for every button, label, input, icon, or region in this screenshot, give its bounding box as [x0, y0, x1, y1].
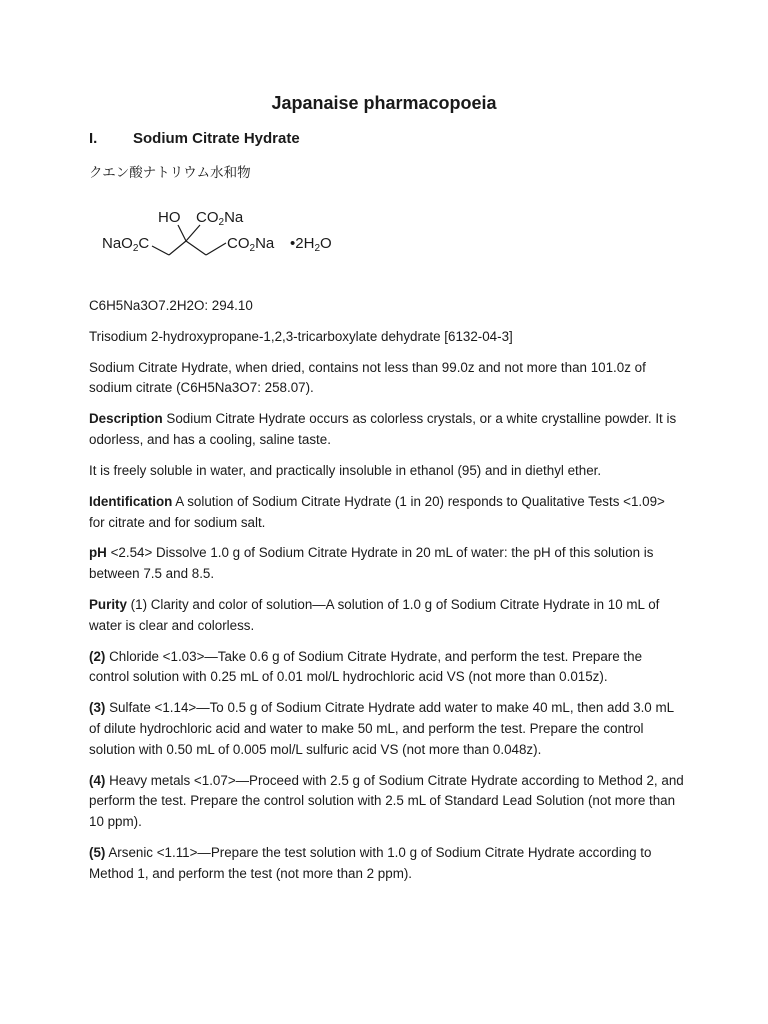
chemical-name: Trisodium 2-hydroxypropane-1,2,3-tricarboxylate dehydrate [6132-04-3] — [89, 328, 513, 344]
monograph-body — [89, 296, 684, 894]
identification-text: A solution of Sodium Citrate Hydrate (1 in 20) responds to Qualitative Tests <1.09> for citrate and for sodium salt. — [89, 493, 665, 530]
assay-statement: Sodium Citrate Hydrate, when dried, contains not less than 99.0z and not more than 101.0z of sodium citrate (C6H5Na3O7: 258.07). — [89, 359, 646, 396]
description-text: Sodium Citrate Hydrate occurs as colorless crystals, or a white crystalline powder. It is odorless, and has a cooling, saline taste. — [89, 411, 677, 448]
label-co2na-right: $CO_2Na$ — [227, 235, 275, 254]
purity-item-5 — [89, 843, 684, 884]
label-co2na-top: $CO_2Na$ — [196, 209, 244, 228]
purity-item-text: Heavy metals <1.07>—Proceed with 2.5 g of Sodium Citrate Hydrate according to Method 2, and perform the test. Prepare the control solution with 2.5 mL of Standard Lead Solution (not more than 10 ppm). — [89, 772, 684, 829]
ph-label: pH — [89, 545, 107, 561]
purity-item-number: (4) — [89, 772, 106, 788]
purity-item-2 — [89, 647, 684, 688]
japanese-name: クエン酸ナトリウム水和物 — [89, 165, 251, 181]
bond-ho — [178, 225, 186, 241]
purity-text: (1) Clarity and color of solution—A solution of 1.0 g of Sodium Citrate Hydrate in 10 mL of water is clear and colorless. — [89, 597, 660, 633]
bond-center-left — [169, 241, 186, 255]
bond-right — [206, 243, 226, 255]
bond-left — [152, 246, 169, 255]
label-nao2c: NaO$_2$C — [102, 235, 150, 254]
section-heading — [89, 130, 300, 147]
description-label: Description — [89, 411, 163, 427]
molecular-formula: C6H5Na3O7.2H2O: 294.10 — [89, 298, 253, 313]
purity-item-text: Sulfate <1.14>—To 0.5 g of Sodium Citrate Hydrate add water to make 40 mL, then add 3.0 mL of dilute hydrochloric acid and water to make 50 mL, and perform the test. Prepare the control solution with 0.50 mL of 0.005 mol/L sulfuric acid VS (not more than 0.048z). — [89, 700, 674, 757]
purity-item-3 — [89, 698, 684, 760]
purity-label: Purity — [89, 597, 127, 613]
structural-formula — [100, 203, 350, 263]
ph-text: <2.54> Dissolve 1.0 g of Sodium Citrate Hydrate in 20 mL of water: the pH of this solution is between 7.5 and 8.5. — [89, 545, 654, 582]
purity-item-number: (5) — [89, 844, 106, 860]
purity-item-number: (2) — [89, 648, 106, 664]
purity-paragraph — [89, 595, 684, 636]
purity-item-number: (3) — [89, 700, 106, 716]
identification-label: Identification — [89, 493, 173, 509]
bond-center-right — [186, 241, 206, 255]
ph-paragraph — [89, 543, 684, 584]
purity-item-4 — [89, 771, 684, 833]
description-paragraph — [89, 409, 684, 450]
label-water: $•2H_2O$ — [290, 235, 332, 254]
page-title: Japanaise pharmacopoeia — [271, 93, 497, 113]
purity-item-text: Chloride <1.03>—Take 0.6 g of Sodium Citrate Hydrate, and perform the test. Prepare the control solution with 0.25 mL of 0.01 mol/L hydrochloric acid VS (not more than 0.015z). — [89, 648, 643, 685]
section-number: I. — [89, 130, 98, 147]
purity-item-text: Arsenic <1.11>—Prepare the test solution with 1.0 g of Sodium Citrate Hydrate according to Method 1, and perform the test (not more than 2 ppm). — [89, 844, 652, 881]
label-ho: HO — [158, 209, 181, 226]
identification-paragraph — [89, 492, 684, 533]
bond-co2na-top — [186, 225, 200, 241]
solubility-paragraph: It is freely soluble in water, and practically insoluble in ethanol (95) and in diethyl ether. — [89, 462, 602, 478]
section-name: Sodium Citrate Hydrate — [133, 130, 300, 147]
